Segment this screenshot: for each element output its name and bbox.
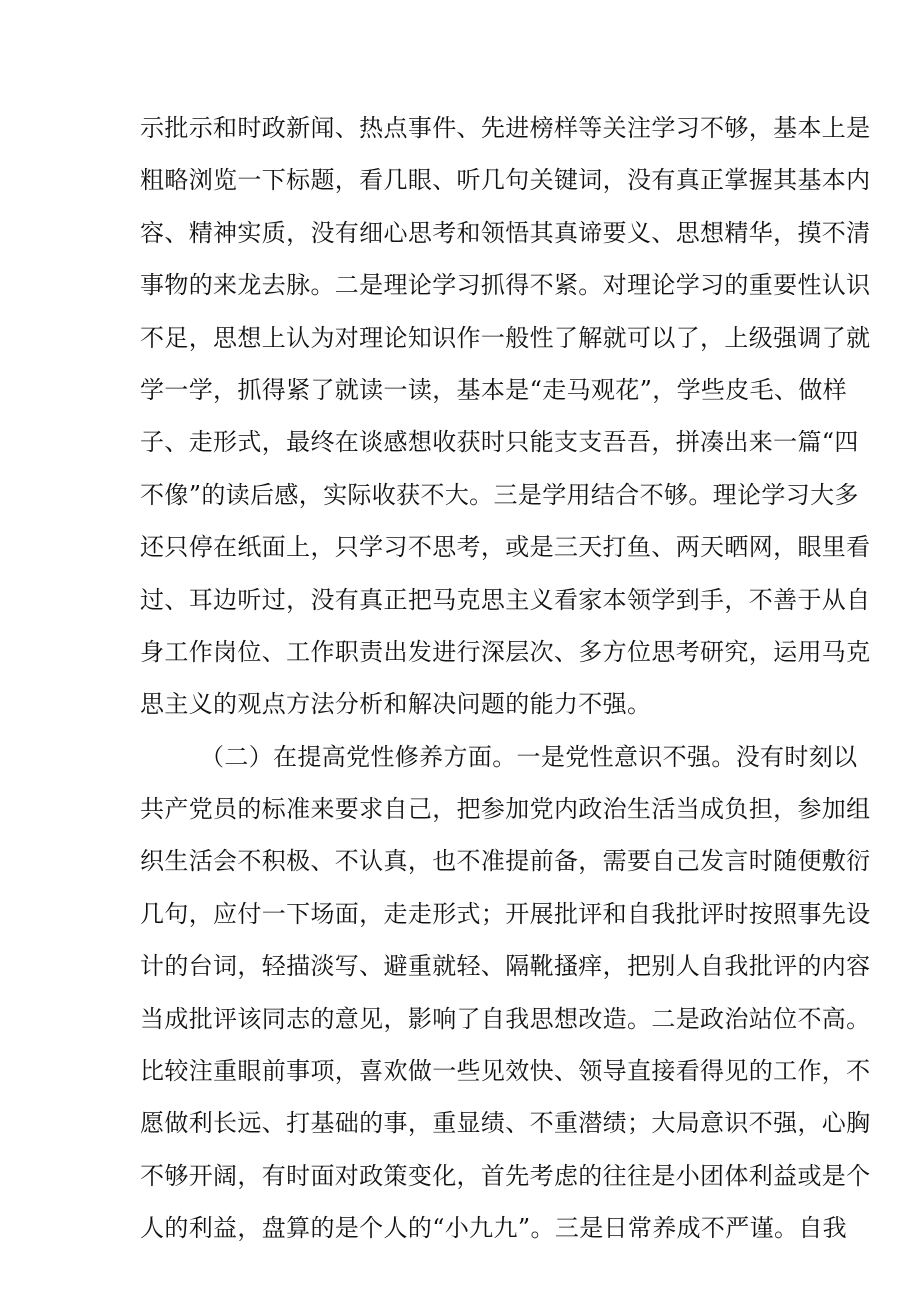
document-body <box>140 102 871 1255</box>
text-line: 不足，思想上认为对理论知识作一般性了解就可以了，上级强调了就 <box>140 323 871 352</box>
text-line: 容、精神实质，没有细心思考和领悟其真谛要义、思想精华，摸不清 <box>140 218 871 247</box>
section-heading-line: （二）在提高党性修养方面。一是党性意识不强。没有时刻以 <box>200 742 858 771</box>
text-line: 共产党员的标准来要求自己，把参加党内政治生活当成负担，参加组 <box>140 795 871 824</box>
text-line: 当成批评该同志的意见，影响了自我思想改造。二是政治站位不高。 <box>140 1004 871 1033</box>
text-line: 粗略浏览一下标题，看几眼、听几句关键词，没有真正掌握其基本内 <box>140 166 871 195</box>
text-line: 子、走形式，最终在谈感想收获时只能支支吾吾，拼凑出来一篇“四 <box>140 428 859 457</box>
text-line: 织生活会不积极、不认真，也不准提前备，需要自己发言时随便敷衍 <box>140 847 871 876</box>
text-line: 过、耳边听过，没有真正把马克思主义看家本领学到手，不善于从自 <box>140 585 871 614</box>
text-line: 事物的来龙去脉。二是理论学习抓得不紧。对理论学习的重要性认识 <box>140 271 871 300</box>
text-line: 思主义的观点方法分析和解决问题的能力不强。 <box>140 690 652 719</box>
text-line: 人的利益，盘算的是个人的“小九九”。三是日常养成不严谨。自我 <box>140 1214 848 1243</box>
text-line: 比较注重眼前事项，喜欢做一些见效快、领导直接看得见的工作，不 <box>140 1057 871 1086</box>
text-line: 身工作岗位、工作职责出发进行深层次、多方位思考研究，运用马克 <box>140 637 871 666</box>
text-line: 示批示和时政新闻、热点事件、先进榜样等关注学习不够，基本上是 <box>140 114 871 142</box>
text-line: 不够开阔，有时面对政策变化，首先考虑的往往是小团体利益或是个 <box>140 1161 871 1190</box>
text-line: 学一学，抓得紧了就读一读，基本是“走马观花”，学些皮毛、做样 <box>140 375 848 404</box>
text-line: 计的台词，轻描淡写、避重就轻、隔靴搔痒，把别人自我批评的内容 <box>140 952 871 981</box>
text-line: 愿做利长远、打基础的事，重显绩、不重潜绩；大局意识不强，心胸 <box>140 1109 871 1138</box>
text-line: 还只停在纸面上，只学习不思考，或是三天打鱼、两天晒网，眼里看 <box>140 533 871 562</box>
text-line: 几句，应付一下场面，走走形式；开展批评和自我批评时按照事先设 <box>140 899 871 928</box>
text-line: 不像”的读后感，实际收获不大。三是学用结合不够。理论学习大多 <box>140 480 859 509</box>
